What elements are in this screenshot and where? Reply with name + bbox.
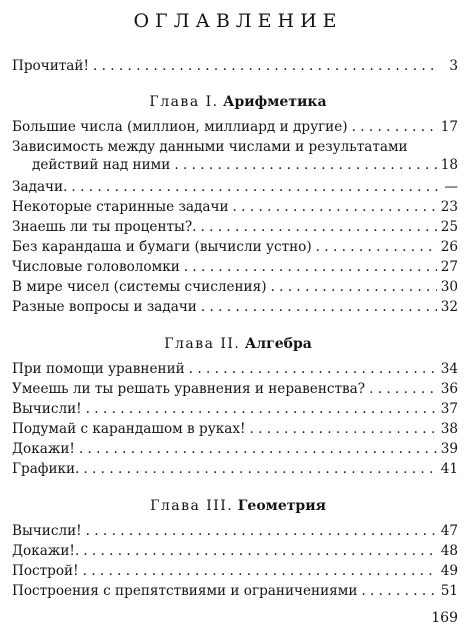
toc-entry [12,421,458,438]
chapter-name: Алгебра [244,336,312,352]
dot-leader [249,421,436,438]
chapter-name: Геометрия [237,498,326,514]
toc-entry-page: 48 [440,543,458,559]
dot-leader [201,299,437,316]
toc-entry-page: 37 [440,401,458,417]
toc-entry-page: 23 [440,199,458,215]
page-number: 169 [431,610,458,626]
toc-entry-page: 32 [440,299,458,315]
toc-entry [12,219,458,236]
dot-leader [369,381,437,398]
toc-entry [12,259,458,276]
toc-entry-page: 25 [440,219,458,235]
dot-leader [86,401,437,418]
toc-entry-page: 49 [440,563,458,579]
toc-entry-page: 30 [440,279,458,295]
dot-leader [271,279,437,296]
toc-entry-label: Большие числа (миллион, миллиард и другие) [12,119,348,135]
dot-leader [316,239,437,256]
toc-entry-page: 34 [440,361,458,377]
dot-leader [233,199,437,216]
dot-leader [86,523,437,540]
toc-entry [12,461,458,478]
toc-entry-label: Прочитай! [12,58,89,74]
chapter-prefix: Глава II. [164,336,241,352]
toc-entry-label: Построй! [12,563,79,579]
toc-entry-label: Разные вопросы и задачи [12,299,197,315]
toc-entry [12,279,458,296]
toc-entry-page: 47 [440,523,458,539]
toc-entry [12,441,458,458]
chapter-prefix: Глава III. [150,498,234,514]
toc-entry-page: 36 [440,381,458,397]
toc-entry [12,199,458,216]
toc-entry-label: Графики. [12,461,80,477]
toc-entry-label-cont: действий над ними [32,157,171,173]
toc-entry [12,299,458,316]
toc-entry-label: Вычисли! [12,401,82,417]
dot-leader [174,157,436,174]
toc-entry-page: 18 [440,157,458,173]
toc-entry [12,119,458,136]
dot-leader [79,441,437,458]
chapter-heading-1 [0,94,476,111]
chapter-heading-2 [0,336,476,353]
toc-entry [12,543,458,560]
dot-leader [189,361,437,378]
toc-entry-page: 51 [440,583,458,599]
toc-entry-label: Некоторые старинные задачи [12,199,229,215]
chapter-heading-3 [0,498,476,515]
toc-entry-page: 41 [440,461,458,477]
toc-entry-page: 17 [440,119,458,135]
toc-entry-label: Докажи!. [12,543,80,559]
toc-entry-label: Без карандаша и бумаги (вычисли устно) [12,239,312,255]
toc-entry-label: Задачи. [12,179,68,195]
toc-entry [12,401,458,418]
toc-entry [12,239,458,256]
toc-title: ОГЛАВЛЕНИЕ [133,10,343,32]
chapter-name: Арифметика [223,94,327,110]
toc-entry-intro [12,58,458,75]
toc-entry-label: Знаешь ли ты проценты?. [12,219,197,235]
dot-leader [71,179,440,196]
toc-entry [12,361,458,378]
toc-entry [12,563,458,580]
toc-entry-continuation [32,157,458,174]
toc-entry [12,381,458,398]
dot-leader [361,583,436,600]
dot-leader [200,219,436,236]
toc-entry-label: При помощи уравнений [12,361,185,377]
toc-entry-page: — [444,179,458,195]
dot-leader [83,563,437,580]
toc-entry [12,179,458,196]
dot-leader [352,119,437,136]
chapter-prefix: Глава I. [149,94,219,110]
toc-entry-page: 39 [440,441,458,457]
dot-leader [93,58,440,75]
dot-leader [184,259,437,276]
toc-entry-label: Вычисли! [12,523,82,539]
dot-leader [83,461,436,478]
toc-entry-label: Построения с препятствиями и ограничениями [12,583,358,599]
toc-entry [12,139,458,156]
toc-entry-page: 26 [440,239,458,255]
toc-entry-label: Умеешь ли ты решать уравнения и неравенства? [12,381,366,397]
toc-entry-label: Числовые головоломки [12,259,180,275]
toc-entry-label: Зависимость между данными числами и результатами [12,139,408,155]
toc-entry-label: В мире чисел (системы счисления) [12,279,267,295]
dot-leader [83,543,437,560]
toc-entry [12,523,458,540]
toc-entry-label: Подумай с карандашом в руках! [12,421,246,437]
toc-entry-page: 27 [440,259,458,275]
toc-entry-label: Докажи! [12,441,75,457]
toc-entry [12,583,458,600]
toc-entry-page: 38 [440,421,458,437]
toc-entry-page: 3 [449,58,458,74]
